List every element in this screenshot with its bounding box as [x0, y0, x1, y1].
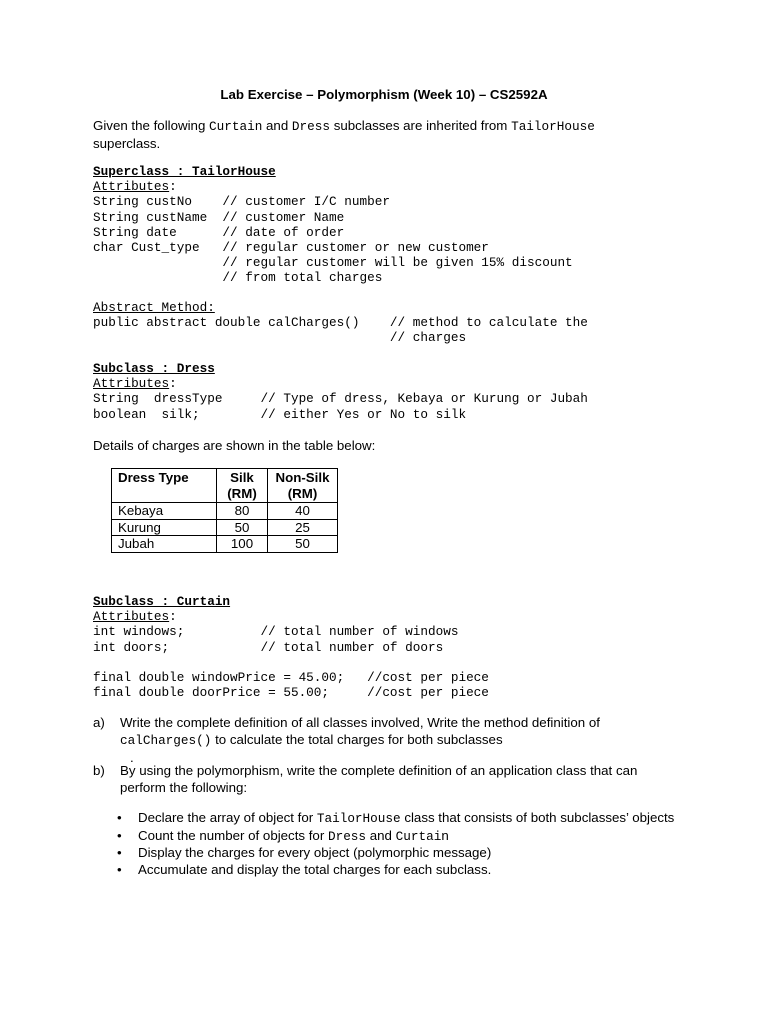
superclass-heading: Superclass : TailorHouse	[93, 164, 276, 179]
table-row	[112, 519, 338, 536]
table-cell: 80	[217, 503, 268, 520]
question-b	[93, 763, 675, 797]
table-cell: 100	[217, 536, 268, 553]
question-a-dot: .	[130, 749, 134, 765]
question-b-text: By using the polymorphism, write the complete definition of an application class that can perform the following:	[120, 763, 638, 795]
question-a-text-2: to calculate the total charges for both subclasses	[211, 731, 503, 747]
table-cell: Jubah	[112, 536, 217, 553]
table-cell: Kurung	[112, 519, 217, 536]
superclass-attr-line: String custName // customer Name	[93, 209, 345, 225]
intro-text-3: subclasses are inherited from	[330, 118, 512, 133]
table-row	[112, 503, 338, 520]
table-header: Non-Silk (RM)	[268, 469, 338, 503]
curtain-attributes-label: Attributes:	[93, 609, 177, 625]
curtain-attr-line: final double windowPrice = 45.00; //cost per piece	[93, 670, 489, 686]
table-header-row	[112, 469, 338, 503]
charges-table	[111, 468, 338, 553]
curtain-heading: Subclass : Curtain	[93, 594, 231, 609]
table-header: Silk (RM)	[217, 469, 268, 503]
superclass-attr-line: String date // date of order	[93, 224, 345, 240]
superclass-attributes-label: Attributes:	[93, 179, 177, 195]
table-cell: Kebaya	[112, 503, 217, 520]
bullet-icon: •	[117, 845, 122, 861]
dress-attr-line: String dressType // Type of dress, Kebaya or Kurung or Jubah	[93, 391, 588, 407]
superclass-attr-line: // regular customer will be given 15% discount	[93, 255, 573, 271]
bullet-icon: •	[117, 810, 122, 825]
question-a-text: Write the complete definition of all classes involved, Write the method definition of	[120, 715, 600, 730]
list-item: • Accumulate and display the total charges for each subclass.	[117, 861, 492, 877]
curtain-section	[93, 594, 693, 700]
intro-text-4: superclass.	[93, 135, 161, 151]
bullet-icon: •	[117, 827, 122, 843]
abstract-method-line: // charges	[93, 330, 467, 346]
table-cell: 25	[268, 519, 338, 536]
curtain-attr-line: final double doorPrice = 55.00; //cost per piece	[93, 685, 489, 701]
intro-paragraph	[93, 118, 675, 152]
dress-section	[93, 361, 693, 422]
curtain-attr-line: int windows; // total number of windows	[93, 624, 459, 640]
table-row	[112, 536, 338, 553]
table-header: Dress Type	[112, 469, 217, 503]
superclass-attr-line: String custNo // customer I/C number	[93, 194, 390, 210]
question-a	[93, 715, 675, 766]
curtain-attr-line: int doors; // total number of doors	[93, 639, 444, 655]
question-a-label: a)	[93, 715, 105, 730]
table-cell: 40	[268, 503, 338, 520]
list-item: • Declare the array of object for TailorHouse class that consists of both subclasses’ objects	[117, 810, 675, 826]
details-text: Details of charges are shown in the table below:	[93, 438, 376, 453]
abstract-method-section	[93, 300, 693, 346]
list-item: • Count the number of objects for Dress and Curtain	[117, 827, 449, 844]
page-title: Lab Exercise – Polymorphism (Week 10) – CS2592A	[220, 87, 548, 102]
bullet-icon: •	[117, 861, 122, 877]
list-item: • Display the charges for every object (polymorphic message)	[117, 845, 492, 861]
dress-attributes-label: Attributes:	[93, 376, 177, 392]
superclass-attr-line: char Cust_type // regular customer or new customer	[93, 240, 489, 256]
intro-text-1: Given the following	[93, 118, 210, 133]
superclass-attr-line: // from total charges	[93, 270, 383, 286]
abstract-method-line: public abstract double calCharges() // method to calculate the	[93, 315, 588, 331]
superclass-section	[93, 164, 693, 286]
abstract-method-label: Abstract Method:	[93, 300, 215, 315]
question-a-code: calCharges()	[120, 732, 212, 748]
intro-code-tailorhouse: TailorHouse	[511, 119, 595, 134]
table-cell: 50	[217, 519, 268, 536]
intro-text-2: and	[262, 118, 292, 133]
question-b-label: b)	[93, 763, 105, 778]
curtain-attr-line	[93, 655, 693, 670]
task-list	[117, 810, 677, 878]
dress-attr-line: boolean silk; // either Yes or No to silk	[93, 406, 467, 422]
table-cell: 50	[268, 536, 338, 553]
intro-code-dress: Dress	[291, 119, 330, 134]
intro-code-curtain: Curtain	[209, 119, 263, 134]
dress-heading: Subclass : Dress	[93, 361, 215, 376]
